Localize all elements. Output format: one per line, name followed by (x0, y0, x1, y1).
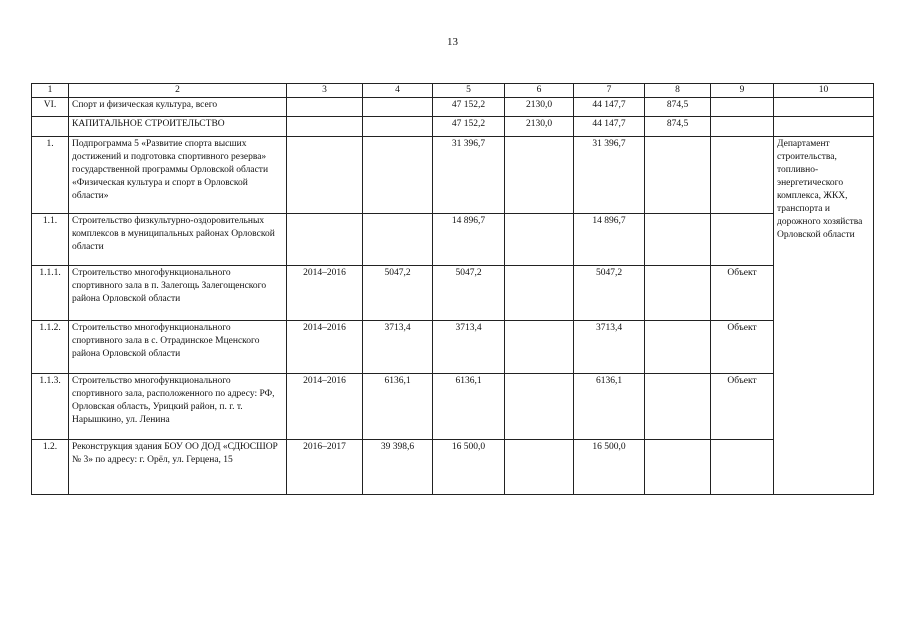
row-result (711, 440, 774, 495)
row-name: Строительство многофункционального спортивного зала в п. Залегощь Залегощенского района Орловской области (69, 266, 287, 321)
row-period (287, 117, 363, 137)
table-row (32, 374, 874, 440)
row-total: 47 152,2 (433, 117, 505, 137)
row-executor (774, 98, 874, 117)
header-cell: 7 (574, 84, 645, 98)
table-row (32, 440, 874, 495)
row-period: 2014–2016 (287, 321, 363, 374)
header-cell: 8 (645, 84, 711, 98)
row-total: 5047,2 (433, 266, 505, 321)
row-cost (363, 214, 433, 266)
row-cost: 3713,4 (363, 321, 433, 374)
row-municipal (645, 214, 711, 266)
row-federal (505, 440, 574, 495)
table-row (32, 321, 874, 374)
row-total: 3713,4 (433, 321, 505, 374)
table-row (32, 137, 874, 214)
row-municipal (645, 374, 711, 440)
row-period: 2014–2016 (287, 374, 363, 440)
row-result: Объект (711, 266, 774, 321)
row-cost: 6136,1 (363, 374, 433, 440)
row-number: 1.1.3. (32, 374, 69, 440)
header-cell: 1 (32, 84, 69, 98)
row-federal: 2130,0 (505, 98, 574, 117)
row-result (711, 117, 774, 137)
row-federal (505, 214, 574, 266)
row-federal (505, 266, 574, 321)
header-cell: 9 (711, 84, 774, 98)
row-municipal (645, 137, 711, 214)
page-number: 13 (447, 36, 458, 48)
row-regional: 6136,1 (574, 374, 645, 440)
row-total: 16 500,0 (433, 440, 505, 495)
row-period (287, 98, 363, 117)
table-row (32, 266, 874, 321)
row-number (32, 117, 69, 137)
header-cell: 10 (774, 84, 874, 98)
row-result (711, 98, 774, 117)
row-period (287, 214, 363, 266)
row-number: 1.1.1. (32, 266, 69, 321)
row-cost (363, 98, 433, 117)
row-result (711, 137, 774, 214)
row-period (287, 137, 363, 214)
header-cell: 5 (433, 84, 505, 98)
row-federal (505, 374, 574, 440)
row-number: 1.2. (32, 440, 69, 495)
row-number: 1.1. (32, 214, 69, 266)
row-cost: 39 398,6 (363, 440, 433, 495)
row-name: Строительство многофункционального спортивного зала, расположенного по адресу: РФ, Орловская область, Урицкий район, п. г. т. Нарышкино, ул. Ленина (69, 374, 287, 440)
row-regional: 44 147,7 (574, 117, 645, 137)
row-period: 2016–2017 (287, 440, 363, 495)
row-number: 1. (32, 137, 69, 214)
row-number: VI. (32, 98, 69, 117)
row-name: Подпрограмма 5 «Развитие спорта высших достижений и подготовка спортивного резерва» государственной программы Орловской области «Физическая культура и спорт в Орловской области» (69, 137, 287, 214)
row-regional: 31 396,7 (574, 137, 645, 214)
row-regional: 3713,4 (574, 321, 645, 374)
row-municipal: 874,5 (645, 98, 711, 117)
row-regional: 44 147,7 (574, 98, 645, 117)
table-row (32, 117, 874, 137)
row-result: Объект (711, 374, 774, 440)
row-cost (363, 137, 433, 214)
budget-table (31, 83, 874, 495)
row-result: Объект (711, 321, 774, 374)
row-federal (505, 137, 574, 214)
row-total: 31 396,7 (433, 137, 505, 214)
header-row (32, 84, 874, 98)
row-cost: 5047,2 (363, 266, 433, 321)
table-row (32, 98, 874, 117)
row-name: Строительство многофункционального спортивного зала в с. Отрадинское Мценского района Орловской области (69, 321, 287, 374)
row-municipal (645, 321, 711, 374)
header-cell: 4 (363, 84, 433, 98)
row-name: Спорт и физическая культура, всего (69, 98, 287, 117)
header-cell: 2 (69, 84, 287, 98)
row-result (711, 214, 774, 266)
row-municipal: 874,5 (645, 117, 711, 137)
executor-cell: Департамент строительства, топливно-энергетического комплекса, ЖКХ, транспорта и дорожного хозяйства Орловской области (774, 137, 874, 495)
table-row (32, 214, 874, 266)
header-cell: 6 (505, 84, 574, 98)
row-total: 6136,1 (433, 374, 505, 440)
row-name: Строительство физкультурно-оздоровительных комплексов в муниципальных районах Орловской области (69, 214, 287, 266)
row-regional: 16 500,0 (574, 440, 645, 495)
row-municipal (645, 266, 711, 321)
row-federal: 2130,0 (505, 117, 574, 137)
row-regional: 5047,2 (574, 266, 645, 321)
row-federal (505, 321, 574, 374)
row-name: КАПИТАЛЬНОЕ СТРОИТЕЛЬСТВО (69, 117, 287, 137)
row-name: Реконструкция здания БОУ ОО ДОД «СДЮСШОР № 3» по адресу: г. Орёл, ул. Герцена, 15 (69, 440, 287, 495)
header-cell: 3 (287, 84, 363, 98)
row-total: 14 896,7 (433, 214, 505, 266)
row-number: 1.1.2. (32, 321, 69, 374)
row-municipal (645, 440, 711, 495)
row-total: 47 152,2 (433, 98, 505, 117)
row-executor (774, 117, 874, 137)
row-cost (363, 117, 433, 137)
row-period: 2014–2016 (287, 266, 363, 321)
row-regional: 14 896,7 (574, 214, 645, 266)
